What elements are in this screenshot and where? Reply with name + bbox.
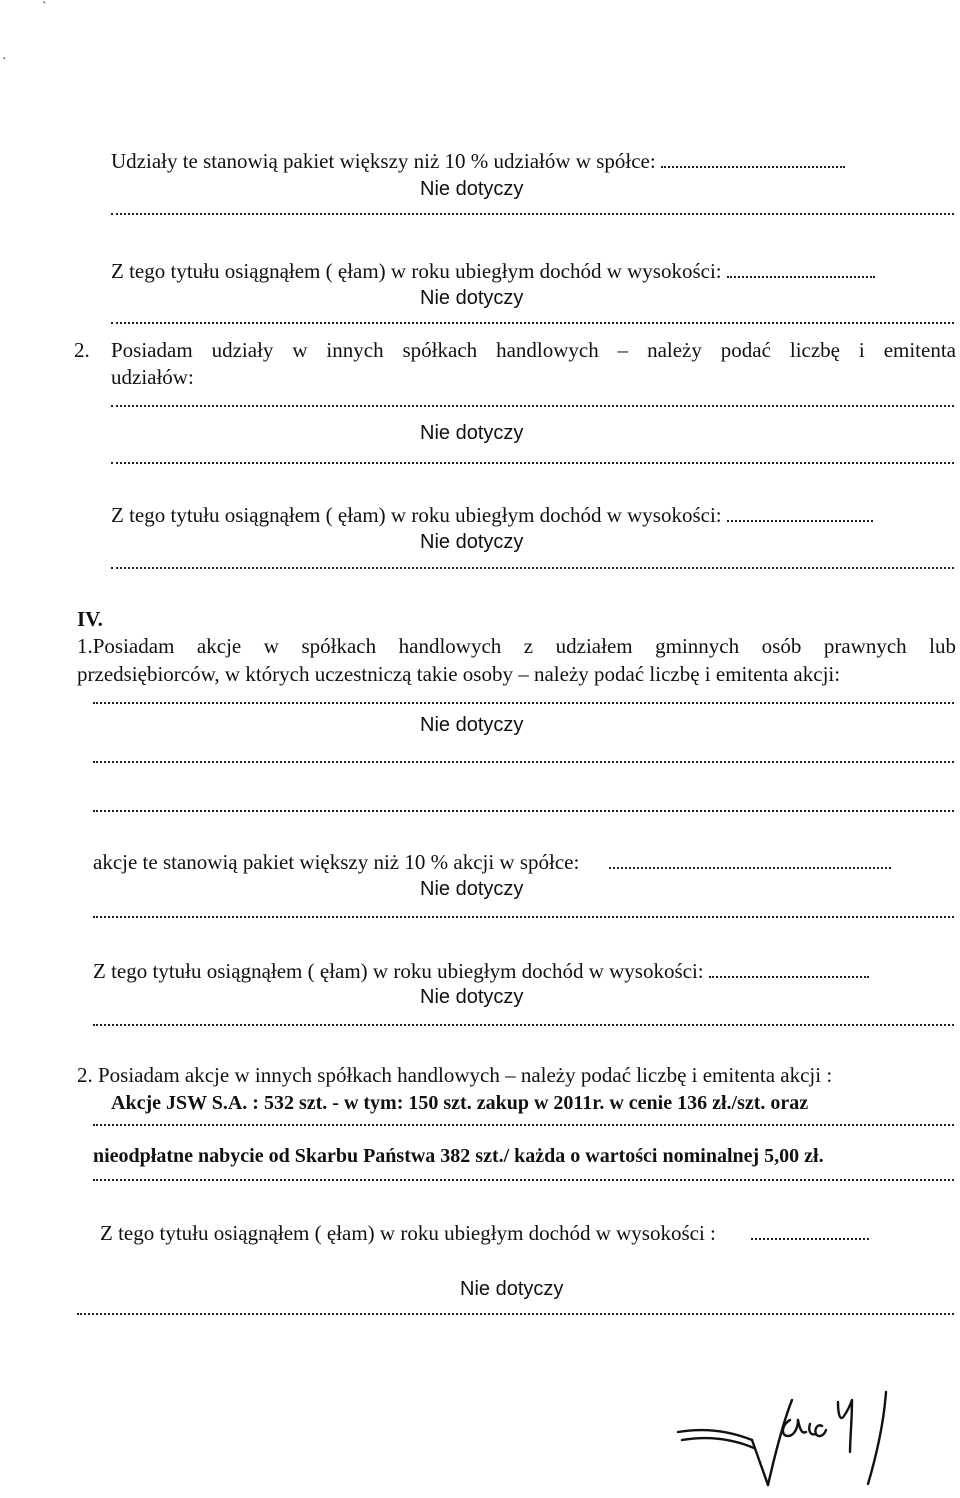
fill-dots: [727, 262, 875, 278]
dotted-line: [111, 567, 954, 569]
answer-income: Nie dotyczy: [460, 1278, 564, 1300]
fill-dots: [709, 962, 869, 978]
shares-percent-question: [111, 148, 845, 174]
scan-mark-side: ·: [2, 52, 7, 67]
item-2-text: 2. Posiadam akcje w innych spółkach handlowych – należy podać liczbę i emitenta akcji :: [77, 1063, 833, 1087]
dotted-line: [111, 405, 954, 407]
income-question: [93, 958, 869, 984]
dotted-line: [93, 761, 954, 763]
income-question: [111, 502, 873, 528]
dotted-line: [93, 1179, 954, 1181]
answer-income: Nie dotyczy: [420, 531, 524, 553]
item-2-text-line1: Posiadam udziały w innych spółkach handlowych – należy podać liczbę i emitenta: [111, 338, 956, 362]
section-heading: IV.: [77, 607, 103, 631]
dotted-line: [93, 810, 954, 812]
income-question-text: Z tego tytułu osiągnąłem ( ęłam) w roku ubiegłym dochód w wysokości:: [93, 959, 704, 983]
answer-income: Nie dotyczy: [420, 986, 524, 1008]
item-1-text-line1: 1.Posiadam akcje w spółkach handlowych z udziałem gminnych osób prawnych lub: [77, 634, 956, 658]
fill-dots: [727, 506, 873, 522]
item-2-number: 2.: [74, 338, 90, 362]
fill-dots: [609, 853, 891, 869]
dotted-line: [93, 702, 954, 704]
income-question-text: Z tego tytułu osiągnąłem ( ęłam) w roku ubiegłym dochód w wysokości:: [111, 259, 722, 283]
answer-municipal-shares: Nie dotyczy: [420, 714, 524, 736]
answer-stock-percent: Nie dotyczy: [420, 878, 524, 900]
answer-income: Nie dotyczy: [420, 287, 524, 309]
dotted-line: [111, 462, 954, 464]
shares-percent-question-text: Udziały te stanowią pakiet większy niż 10 % udziałów w spółce:: [111, 149, 656, 173]
answer-shares-percent: Nie dotyczy: [420, 178, 524, 200]
income-question-text: Z tego tytułu osiągnąłem ( ęłam) w roku ubiegłym dochód w wysokości :: [100, 1221, 716, 1245]
shares-description-line1: Akcje JSW S.A. : 532 szt. - w tym: 150 szt. zakup w 2011r. w cenie 136 zł./szt. oraz: [111, 1092, 809, 1114]
dotted-line: [93, 1024, 954, 1026]
dotted-line: [77, 1313, 954, 1315]
answer-other-shares: Nie dotyczy: [420, 422, 524, 444]
shares-description-line2: nieodpłatne nabycie od Skarbu Państwa 382 szt./ każda o wartości nominalnej 5,00 zł.: [93, 1145, 824, 1167]
item-2-text-line2: udziałów:: [111, 365, 194, 389]
dotted-line: [93, 916, 954, 918]
scan-mark-top: `: [42, 0, 47, 15]
stock-percent-question-text: akcje te stanowią pakiet większy niż 10 % akcji w spółce:: [93, 850, 580, 874]
fill-dots: [661, 152, 845, 168]
dotted-line: [111, 213, 954, 215]
dotted-line: [111, 322, 954, 324]
income-question-text: Z tego tytułu osiągnąłem ( ęłam) w roku ubiegłym dochód w wysokości:: [111, 503, 722, 527]
fill-dots: [751, 1224, 869, 1240]
stock-percent-question: [93, 849, 891, 875]
item-1-text-line2: przedsiębiorców, w których uczestniczą takie osoby – należy podać liczbę i emitenta akcji:: [77, 662, 841, 686]
handwritten-signature: [672, 1380, 902, 1490]
income-question: [111, 258, 875, 284]
income-question: [100, 1220, 869, 1246]
dotted-line: [93, 1124, 954, 1126]
